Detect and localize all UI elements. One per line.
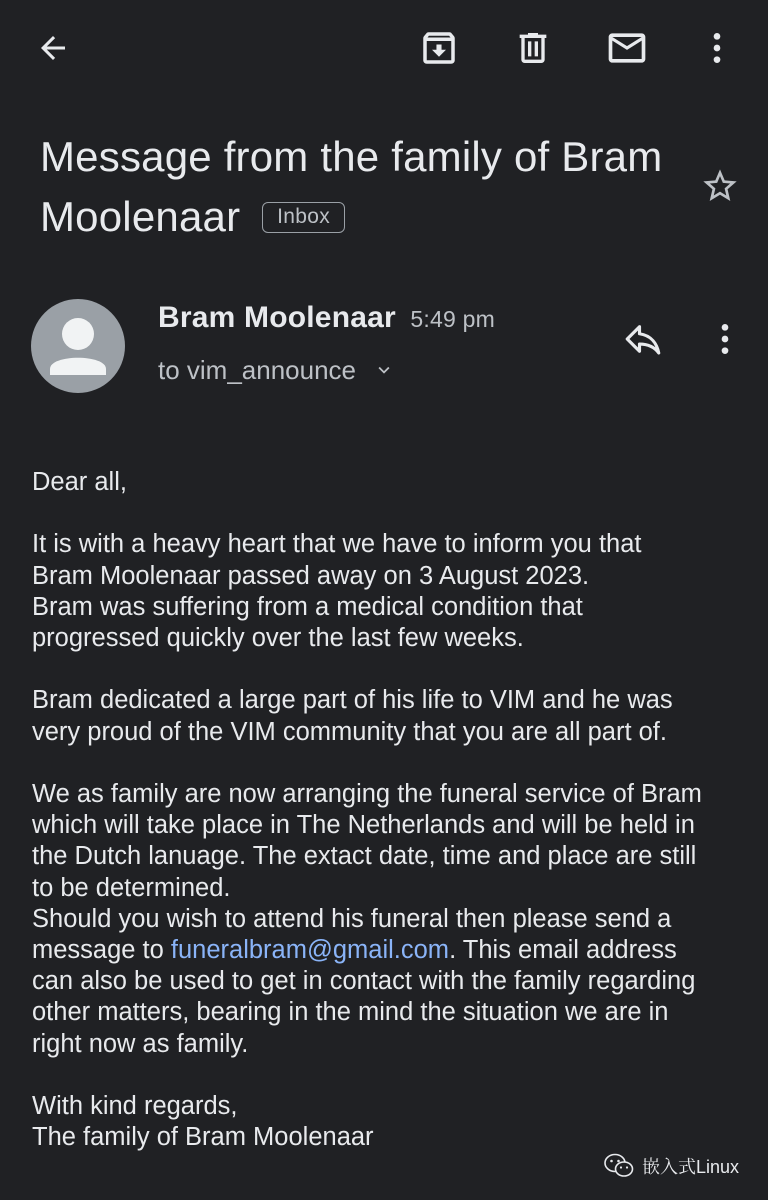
inbox-label-badge[interactable]: Inbox [262, 202, 345, 233]
more-vertical-icon [705, 319, 745, 359]
reply-icon [622, 318, 664, 360]
email-subject [40, 127, 680, 247]
star-outline-icon [700, 166, 740, 206]
person-icon [31, 299, 125, 393]
body-paragraph: Bram dedicated a large part of his life to VIM and he was very proud of the VIM community that you are all part of. [32, 686, 673, 746]
email-link[interactable]: funeralbram@gmail.com [170, 936, 450, 964]
sender-avatar[interactable] [31, 299, 125, 393]
body-paragraph: It is with a heavy heart that we have to inform you that Bram Moolenaar passed away on 3 August 2023. Bram was suffering from a medical condition that progressed quickly over the last few weeks. [32, 530, 642, 652]
body-greeting: Dear all, [32, 468, 127, 496]
message-more-button[interactable] [700, 314, 750, 364]
body-text: . This email address can also be used to get in contact with the family regarding other matters, bearing in the mind the situation we are in right now as family. [32, 936, 696, 1058]
arrow-back-icon [35, 30, 71, 66]
star-button[interactable] [696, 162, 744, 210]
chevron-down-icon [373, 352, 395, 392]
archive-icon [418, 27, 460, 69]
body-closing: With kind regards, The family of Bram Moolenaar [32, 1092, 374, 1152]
body-paragraph [32, 779, 752, 1060]
recipients-toggle[interactable] [158, 350, 395, 392]
archive-button[interactable] [415, 24, 463, 72]
watermark-text: 嵌入式Linux [642, 1157, 740, 1177]
recipients-text: to vim_announce [158, 355, 357, 385]
mark-unread-button[interactable] [603, 24, 651, 72]
subject-text: Message from the family of Bram Moolenaar [40, 133, 663, 240]
trash-icon [513, 28, 553, 68]
sender-line [158, 298, 495, 339]
body-text: We as family are now arranging the funeral service of Bram which will take place in The Netherlands and will be held in the Dutch lanuage. The extact date, time and place are still to be determined. Should you wish to attend his funeral then please send a message to [32, 779, 702, 964]
wechat-icon [604, 1153, 634, 1179]
more-vertical-icon [697, 28, 737, 68]
back-button[interactable] [29, 24, 77, 72]
watermark [604, 1152, 739, 1180]
sender-name[interactable]: Bram Moolenaar [158, 301, 396, 334]
top-toolbar [0, 0, 768, 96]
delete-button[interactable] [509, 24, 557, 72]
reply-button[interactable] [618, 314, 668, 364]
more-options-button[interactable] [693, 24, 741, 72]
email-body [32, 467, 752, 1185]
mail-icon [605, 26, 649, 70]
sent-time: 5:49 pm [410, 306, 495, 332]
